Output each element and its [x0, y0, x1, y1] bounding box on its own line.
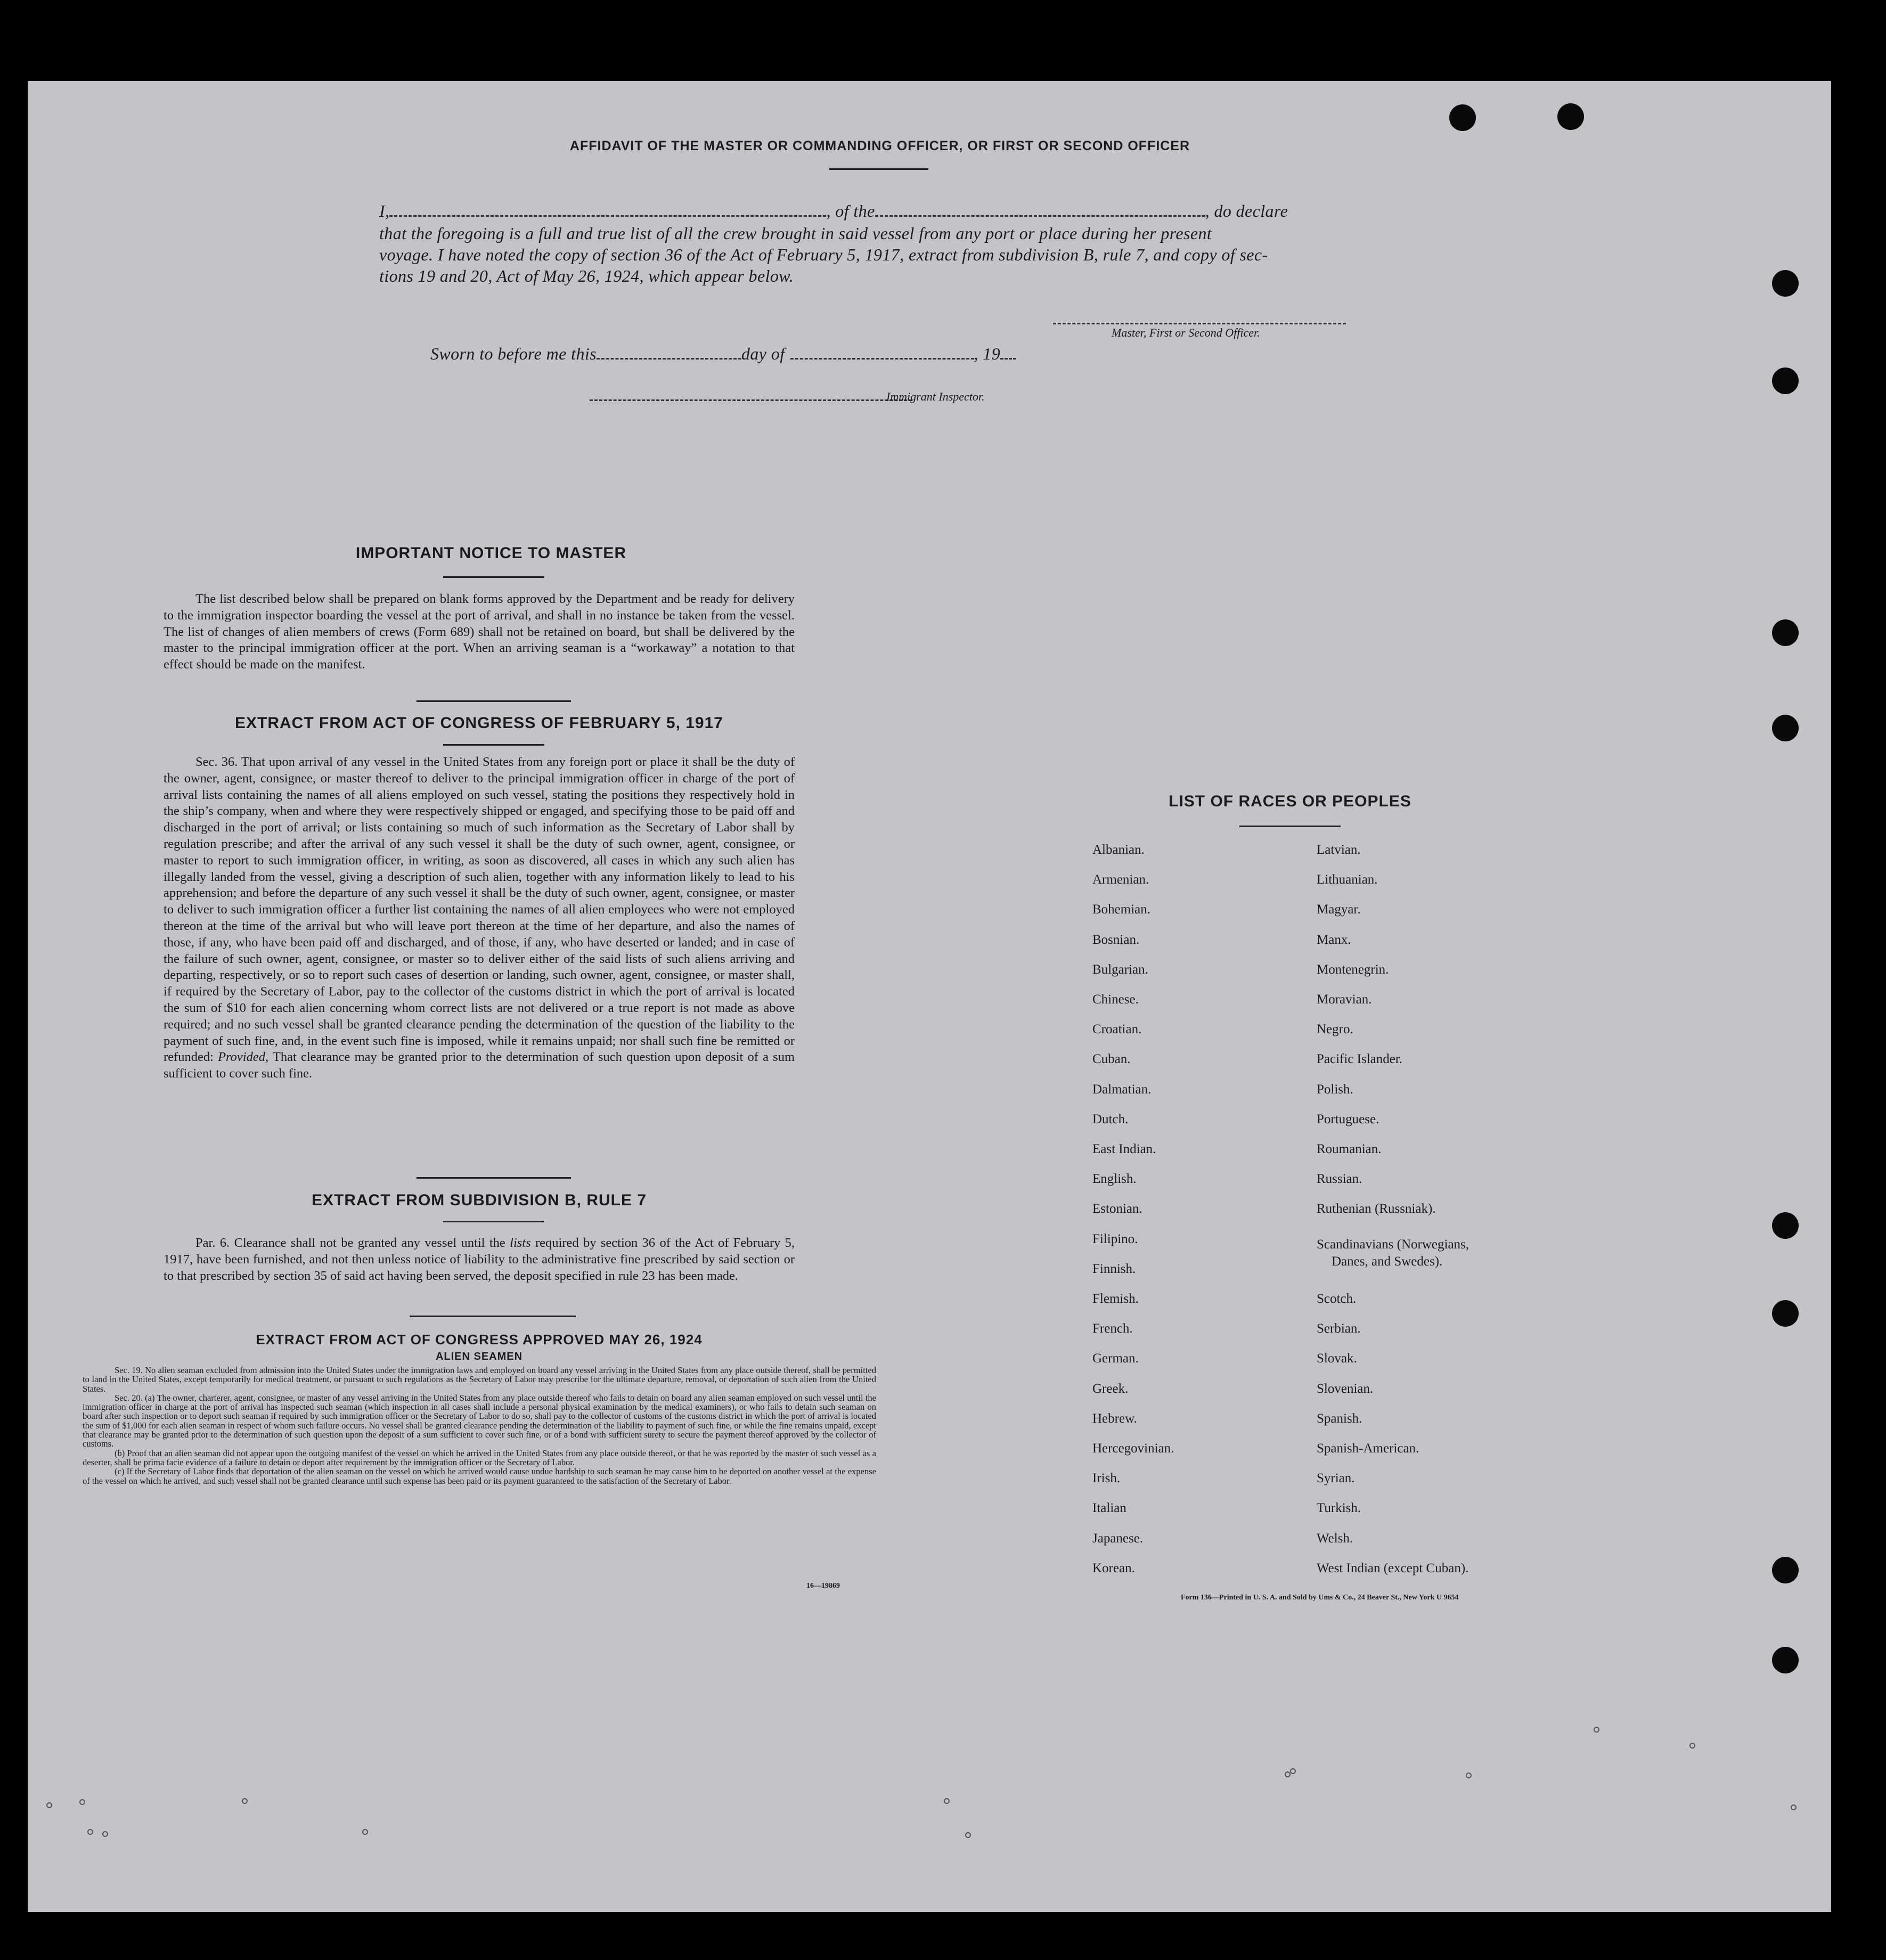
race-item: Hercegovinian. — [1092, 1441, 1174, 1456]
extract-1924-text: Sec. 19. No alien seaman excluded from admission into the United States under the immigration laws and employed on board any vessel arriving in the United States from any place outside thereof, shall be permitted to land in the United States, except temporarily for medical treatment, or pursuant to such regulations as the Secretary of Labor may prescribe for the ultimate departure, removal, or deportation of such alien from the United States. Sec. 20. (a) The owner, charterer, agent, consignee, or master of any vessel arriving in the United States from any place outside thereof who fails to detain on board any alien seaman employed on such vessel until the immigration officer in charge at the port of arrival has inspected such seaman (which inspection in all cases shall include a personal physical examination by the medical examiners), or who fails to detain such seaman on board after such inspection or to deport such seaman if required by such immigration officer or the Secretary of Labor to do so, shall pay to the collector of customs of the customs district in which the port of arrival is located the sum of $1,000 for each alien seaman in respect of whom such failure occurs. No vessel shall be granted clearance pending the determination of the liability to payment of such fine, or while the fine remains unpaid, except that clearance may be granted prior to the determination of such question upon the deposit of a sum sufficient to cover such fine, or of a bond with sufficient surety to secure the payment thereof approved by the collector of customs. (b) Proof that an alien seaman did not appear upon the outgoing manifest of the vessel on which he arrived in the United States from any place outside thereof, or that he was reported by the master of such vessel as a deserter, shall be prima facie evidence of a failure to detain or deport after requirement by the immigration officer or the Secretary of Labor. (c) If the Secretary of Labor finds that deportation of the alien seaman on the vessel on which he arrived would cause undue hardship to such seaman he may cause him to be deported on another vessel at the expense of the vessel on which he arrived, and such vessel shall not be granted clearance until such expense has been paid or its payment guaranteed to the satisfaction of the Secretary of Labor. — [83, 1365, 876, 1486]
speck — [1791, 1804, 1797, 1810]
race-item: French. — [1092, 1321, 1133, 1336]
section-divider — [417, 700, 571, 702]
race-item: East Indian. — [1092, 1142, 1156, 1156]
declaration-line-3: voyage. I have noted the copy of section 36 of the Act of February 5, 1917, extract from subdivision B, rule 7, and copy of sec- — [379, 245, 1268, 264]
notice-rule — [443, 576, 544, 578]
rule-7-text: Par. 6. Clearance shall not be granted any vessel until the lists required by section 36 of the Act of February 5, 1917, have been furnished, and not then unless notice of liability to the administrative fine prescribed by said section or to that prescribed by section 35 of said act having been served, the deposit specified in rule 23 has been made. — [164, 1236, 795, 1283]
race-item: Polish. — [1317, 1082, 1353, 1097]
race-item: Bohemian. — [1092, 902, 1151, 917]
day-blank — [597, 356, 741, 360]
notice-text: The list described below shall be prepared on blank forms approved by the Department and be ready for delivery to the immigration inspector boarding the vessel at the port of arrival, and shall in no instance be taken from the vessel. The list of changes of alien members of crews (Form 689) shall not be retained on board, but shall be delivered by the master to the principal immigration officer at the port. When an arriving seaman is a “workaway” a notation to that effect should be made on the manifest. — [164, 592, 795, 672]
extract-1917-heading: EXTRACT FROM ACT OF CONGRESS OF FEBRUARY 5, 1917 — [235, 714, 723, 732]
race-item: West Indian (except Cuban). — [1317, 1561, 1469, 1575]
year-blank — [1000, 356, 1016, 360]
race-item: Greek. — [1092, 1382, 1129, 1396]
race-item: Magyar. — [1317, 902, 1361, 917]
race-item: Welsh. — [1317, 1531, 1353, 1546]
race-item: Scotch. — [1317, 1292, 1357, 1306]
race-item: Slovenian. — [1317, 1382, 1374, 1396]
race-item: Cuban. — [1092, 1052, 1131, 1066]
punch-hole — [1772, 1212, 1799, 1239]
race-item: Chinese. — [1092, 992, 1139, 1007]
affidavit-title: AFFIDAVIT OF THE MASTER OR COMMANDING OFFICER, OR FIRST OR SECOND OFFICER — [569, 138, 1190, 153]
race-item: Spanish. — [1317, 1411, 1362, 1426]
inspector-label: Immigrant Inspector. — [886, 390, 985, 403]
declaration-line-2: that the foregoing is a full and true list of all the crew brought in said vessel from any port or place during her present — [379, 224, 1212, 243]
race-item: Russian. — [1317, 1172, 1362, 1186]
race-item: Finnish. — [1092, 1262, 1136, 1276]
month-blank — [790, 356, 974, 360]
speck — [79, 1799, 85, 1805]
race-item: Bosnian. — [1092, 933, 1140, 947]
speck — [1466, 1773, 1472, 1778]
speck — [1689, 1743, 1695, 1749]
inspector-signature-line — [590, 399, 912, 401]
race-item: Pacific Islander. — [1317, 1052, 1403, 1066]
race-item: Croatian. — [1092, 1022, 1142, 1036]
speck — [1285, 1771, 1291, 1777]
declaration-line-4: tions 19 and 20, Act of May 26, 1924, which appear below. — [379, 266, 794, 285]
speck — [965, 1832, 971, 1838]
sworn-line: Sworn to before me this day of , 19 — [430, 344, 1469, 364]
race-item: Dutch. — [1092, 1112, 1129, 1126]
speck — [1290, 1768, 1296, 1774]
punch-hole — [1557, 103, 1584, 130]
document-page — [28, 81, 1831, 1912]
extract-1917-text: Sec. 36. That upon arrival of any vessel in the United States from any foreign port or place it shall be the duty of the owner, agent, consignee, or master thereof to deliver to the principal immigration officer in charge of the port of arrival lists containing the names of all aliens employed on such vessel, stating the positions they respectively hold in the ship’s company, when and where they were respectively shipped or engaged, and specifying those to be paid off and discharged in the port of arrival; or lists containing so much of such information as the Secretary of Labor shall by regulation prescribe; and after the arrival of any such vessel it shall be the duty of such owner, agent, consignee, or master to report to such immigration officer, in writing, as soon as discovered, all cases in which any such alien has illegally landed from the vessel, giving a description of such alien, together with any information likely to lead to his apprehension; and before the departure of any such vessel it shall be the duty of such owner, agent, consignee, or master to deliver to such immigration officer a further list containing the names of all alien employees who were not employed thereon at the time of the arrival but who will leave port thereon at the time of her departure, and also the names of those, if any, who have been paid off and discharged, and of those, if any, who have deserted or landed; and in case of the failure of such owner, agent, consignee, or master so to deliver either of the said lists of such aliens arriving and departing, respectively, or so to report such cases of desertion or landing, such owner, agent, consignee, or master shall, if required by the Secretary of Labor, pay to the collector of the customs district in which the port of arrival is located the sum of $10 for each alien concerning whom correct lists are not delivered or a true report is not made as above required; and no such vessel shall be granted clearance pending the determination of the question of the liability to the payment of such fine, and, in the event such fine is imposed, while it remains unpaid; nor shall such fine be remitted or refunded: Provided, That clearance may be granted prior to the determination of such question upon deposit of a sum sufficient to cover such fine. — [164, 755, 795, 1081]
race-item: Serbian. — [1317, 1321, 1361, 1336]
race-item: Slovak. — [1317, 1351, 1357, 1366]
punch-hole — [1772, 619, 1799, 646]
race-item: German. — [1092, 1351, 1139, 1366]
race-item: Italian — [1092, 1501, 1126, 1515]
extract-1924-heading: EXTRACT FROM ACT OF CONGRESS APPROVED MAY 26, 1924 — [256, 1332, 703, 1348]
race-item: Bulgarian. — [1092, 962, 1148, 977]
alien-seamen-subheading: ALIEN SEAMEN — [435, 1351, 523, 1362]
rule-7-heading: EXTRACT FROM SUBDIVISION B, RULE 7 — [311, 1191, 647, 1209]
punch-hole — [1772, 270, 1799, 297]
races-heading: LIST OF RACES OR PEOPLES — [1169, 793, 1411, 810]
punch-hole — [1772, 1557, 1799, 1583]
race-item: Spanish-American. — [1317, 1441, 1419, 1456]
race-item: Albanian. — [1092, 843, 1145, 857]
speck — [102, 1831, 108, 1837]
title-rule — [829, 168, 928, 170]
race-item: Negro. — [1317, 1022, 1353, 1036]
race-item: Ruthenian (Russniak). — [1317, 1202, 1436, 1216]
punch-hole — [1772, 1647, 1799, 1673]
vessel-blank — [875, 213, 1205, 217]
race-item: Latvian. — [1317, 843, 1361, 857]
race-item: Scandinavians (Norwegians, Danes, and Swedes). — [1317, 1237, 1469, 1269]
section-divider — [417, 1177, 571, 1179]
punch-hole — [1772, 1300, 1799, 1327]
race-item: Manx. — [1317, 933, 1351, 947]
race-item: Korean. — [1092, 1561, 1135, 1575]
race-item: Estonian. — [1092, 1202, 1142, 1216]
speck — [362, 1829, 368, 1835]
speck — [242, 1798, 248, 1804]
race-item: Roumanian. — [1317, 1142, 1382, 1156]
races-rule — [1239, 826, 1341, 827]
race-item: English. — [1092, 1172, 1137, 1186]
master-signature-line — [1053, 323, 1346, 324]
race-item: Armenian. — [1092, 872, 1149, 887]
speck — [944, 1798, 950, 1804]
race-item: Hebrew. — [1092, 1411, 1137, 1426]
extract-1917-rule — [443, 744, 544, 746]
race-item: Dalmatian. — [1092, 1082, 1152, 1097]
name-blank — [389, 213, 826, 217]
punch-hole — [1772, 715, 1799, 741]
notice-heading: IMPORTANT NOTICE TO MASTER — [355, 544, 627, 562]
race-item: Lithuanian. — [1317, 872, 1378, 887]
punch-hole — [1449, 104, 1476, 131]
speck — [1594, 1727, 1599, 1733]
speck — [87, 1829, 93, 1835]
speck — [46, 1802, 52, 1808]
race-item: Moravian. — [1317, 992, 1372, 1007]
race-item: Syrian. — [1317, 1471, 1355, 1485]
race-item: Japanese. — [1092, 1531, 1144, 1546]
section-divider — [410, 1316, 576, 1317]
race-item: Flemish. — [1092, 1292, 1139, 1306]
race-item: Portuguese. — [1317, 1112, 1379, 1126]
punch-hole — [1772, 368, 1799, 394]
race-item: Turkish. — [1317, 1501, 1361, 1515]
race-item: Filipino. — [1092, 1232, 1138, 1246]
race-item: Montenegrin. — [1317, 962, 1389, 977]
form-footer: Form 136—Printed in U. S. A. and Sold by Ums & Co., 24 Beaver St., New York U 9654 — [1181, 1594, 1459, 1602]
declaration-line-1: I, , of the , do declare — [379, 201, 1288, 220]
form-number: 16—19869 — [806, 1582, 840, 1590]
master-signature-label: Master, First or Second Officer. — [1112, 326, 1260, 339]
rule-7-rule — [443, 1221, 544, 1222]
race-item: Irish. — [1092, 1471, 1121, 1485]
